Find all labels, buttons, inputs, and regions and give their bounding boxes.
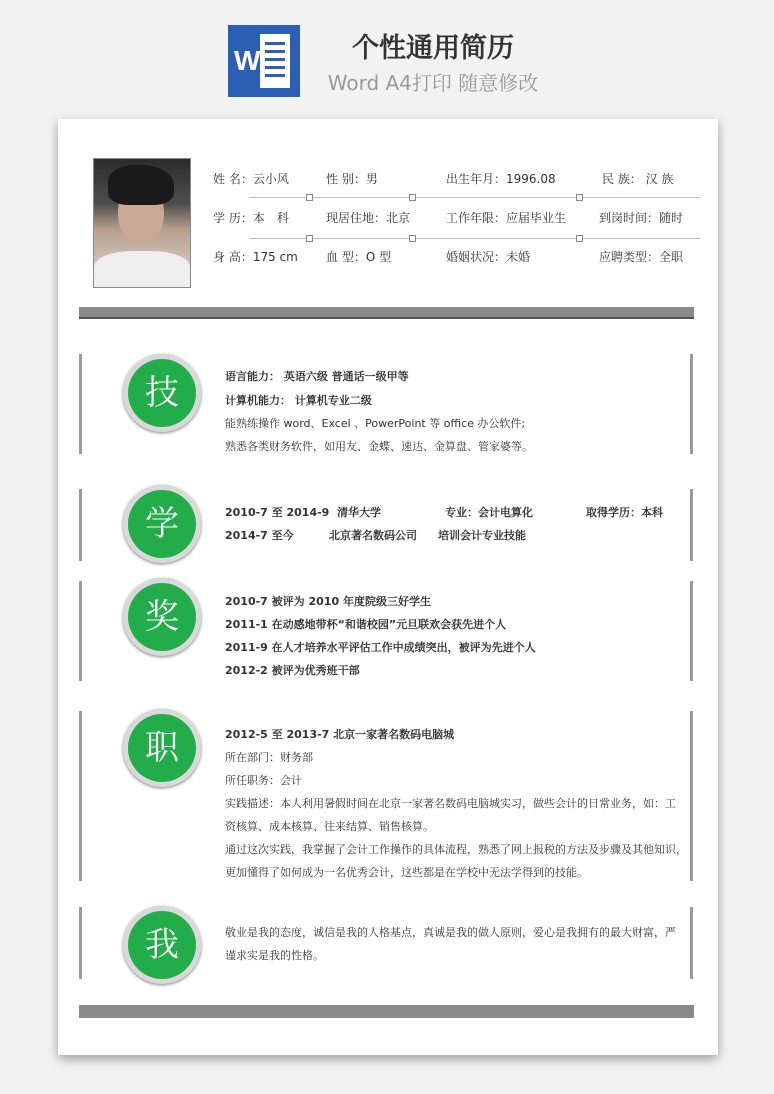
field-position: 应聘类型：全职 bbox=[599, 250, 684, 264]
section-skills bbox=[79, 354, 694, 454]
self-line: 敬业是我的态度，诚信是我的人格基点，真诚是我的做人原则，爱心是我拥有的最大财富，严 bbox=[225, 926, 676, 939]
header-bar bbox=[79, 307, 694, 317]
work-line: 所任职务：会计 bbox=[225, 774, 302, 787]
field-experience: 工作年限：应届毕业生 bbox=[446, 211, 567, 225]
banner-title: 个性通用简历 bbox=[352, 33, 514, 64]
field-height: 身 高：175 cm bbox=[213, 250, 298, 264]
section-awards bbox=[79, 581, 694, 681]
self-line: 谨求实是我的性格。 bbox=[225, 949, 324, 962]
edu-degree: 取得学历：本科 bbox=[586, 506, 663, 519]
field-ethnicity: 民 族： 汉 族 bbox=[602, 172, 674, 186]
edu-school: 清华大学 bbox=[337, 506, 381, 519]
field-education: 学 历：本 科 bbox=[213, 211, 289, 225]
skill-line: 语言能力： 英语六级 普通话一级甲等 bbox=[225, 370, 409, 383]
field-name: 姓 名：云小风 bbox=[213, 172, 289, 186]
profile-photo bbox=[93, 158, 191, 288]
banner bbox=[0, 0, 774, 115]
work-line: 通过这次实践，我掌握了会计工作操作的具体流程，熟悉了网上报税的方法及步骤及其他知识， bbox=[225, 843, 687, 856]
award-line: 2012-2 被评为优秀班干部 bbox=[225, 664, 360, 677]
field-blood: 血 型：O 型 bbox=[326, 250, 392, 264]
footer-bar bbox=[79, 1005, 694, 1018]
field-marital: 婚姻状况：未婚 bbox=[446, 250, 531, 264]
word-icon bbox=[228, 25, 300, 97]
banner-subtitle: Word A4打印 随意修改 bbox=[327, 71, 539, 95]
badge-education: 学 bbox=[123, 485, 201, 563]
award-line: 2010-7 被评为 2010 年度院级三好学生 bbox=[225, 595, 431, 608]
divider bbox=[250, 197, 700, 198]
section-education bbox=[79, 489, 694, 561]
badge-work: 职 bbox=[123, 709, 201, 787]
edu-period: 2010-7 至 2014-9 bbox=[225, 506, 330, 519]
badge-skills: 技 bbox=[123, 354, 201, 432]
badge-self: 我 bbox=[123, 906, 201, 984]
section-self bbox=[79, 907, 694, 979]
header-bar-shadow bbox=[79, 317, 694, 319]
word-icon-letter: W bbox=[234, 45, 261, 76]
work-line: 所在部门：财务部 bbox=[225, 751, 313, 764]
work-line: 资核算、成本核算、往来结算、销售核算。 bbox=[225, 820, 434, 833]
work-line: 2012-5 至 2013-7 北京一家著名数码电脑城 bbox=[225, 728, 455, 741]
resume-page bbox=[58, 119, 718, 1055]
field-gender: 性 别：男 bbox=[326, 172, 378, 186]
skill-line: 能熟练操作 word、Excel 、PowerPoint 等 office 办公软件; bbox=[225, 417, 526, 430]
section-work bbox=[79, 711, 694, 881]
edu-major: 培训会计专业技能 bbox=[438, 529, 526, 542]
edu-major: 专业：会计电算化 bbox=[445, 506, 533, 519]
skill-line: 熟悉各类财务软件，如用友、金蝶、速达、金算盘、管家婆等。 bbox=[225, 440, 533, 453]
award-line: 2011-9 在人才培养水平评估工作中成绩突出，被评为先进个人 bbox=[225, 641, 536, 654]
skill-line: 计算机能力： 计算机专业二级 bbox=[225, 394, 372, 407]
field-birth: 出生年月：1996.08 bbox=[446, 172, 556, 186]
work-line: 更加懂得了如何成为一名优秀会计，这些都是在学校中无法学得到的技能。 bbox=[225, 866, 588, 879]
badge-awards: 奖 bbox=[123, 578, 201, 656]
award-line: 2011-1 在动感地带杯“和谐校园”元旦联欢会获先进个人 bbox=[225, 618, 507, 631]
edu-period: 2014-7 至今 bbox=[225, 529, 294, 542]
field-residence: 现居住地：北京 bbox=[326, 211, 411, 225]
work-line: 实践描述：本人利用暑假时间在北京一家著名数码电脑城实习，做些会计的日常业务，如：工 bbox=[225, 797, 676, 810]
field-start: 到岗时间：随时 bbox=[599, 211, 684, 225]
edu-school: 北京著名数码公司 bbox=[329, 529, 417, 542]
divider bbox=[250, 238, 700, 239]
